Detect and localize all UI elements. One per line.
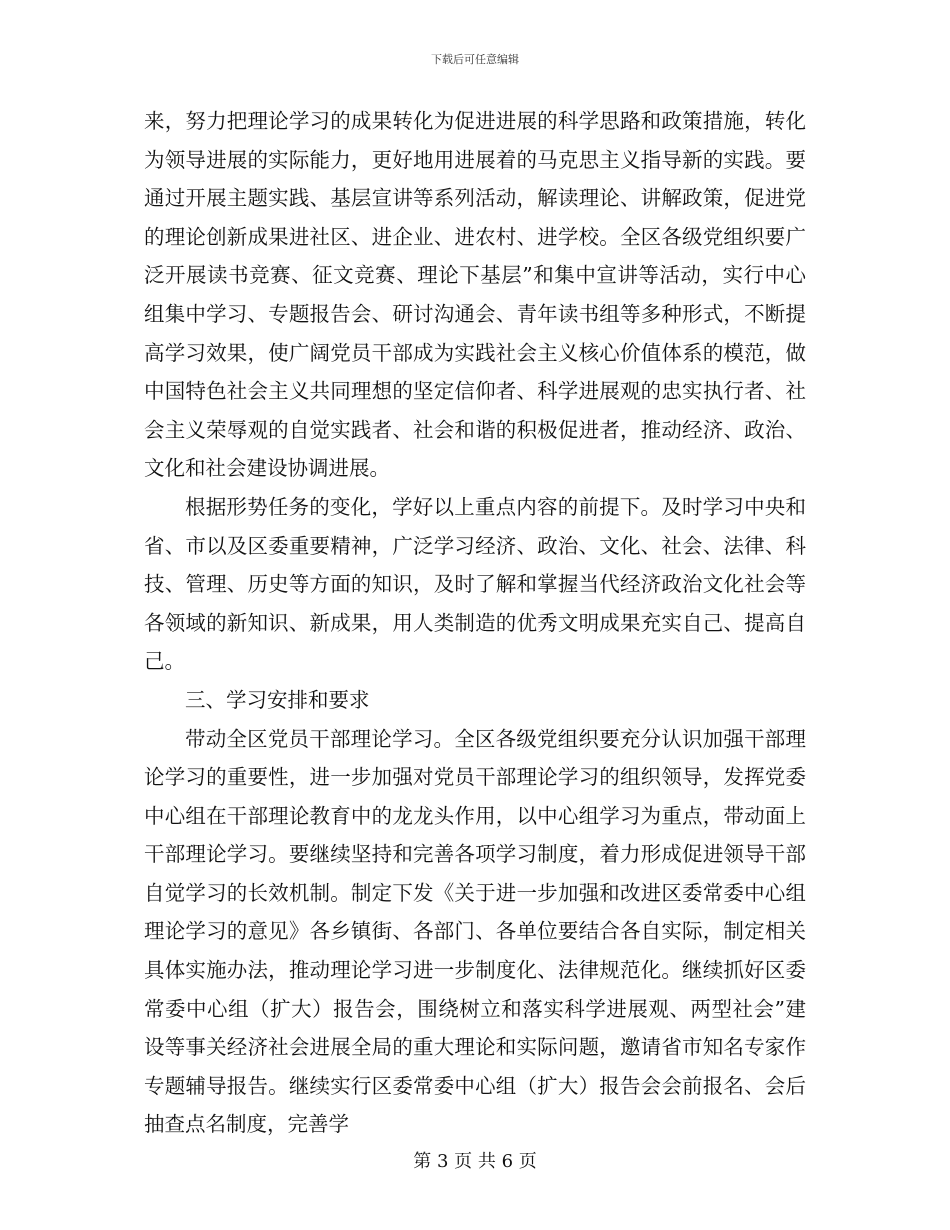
paragraph-study-content: 根据形势任务的变化，学好以上重点内容的前提下。及时学习中央和省、市以及区委重要精神，广泛学习经济、政治、文化、社会、法律、科技、管理、历史等方面的知识，及时了解和掌握当代经济政治文化社会等各领域的新知识、新成果，用人类制造的优秀文明成果充实自己、提高自己。 (144, 494, 806, 674)
section-heading: 三、学习安排和要求 (185, 687, 370, 712)
document-body (144, 102, 806, 1144)
page-number: 第 3 页 共 6 页 (413, 1151, 537, 1172)
page-header-note: 下载后可任意编辑 (431, 53, 519, 66)
paragraph-continuation: 来，努力把理论学习的成果转化为促进进展的科学思路和政策措施，转化为领导进展的实际能力，更好地用进展着的马克思主义指导新的实践。要通过开展主题实践、基层宣讲等系列活动，解读理论、讲解政策，促进党的理论创新成果进社区、进企业、进农村、进学校。全区各级党组织要广泛开展读书竞赛、征文竞赛、理论下基层”和集中宣讲等活动，实行中心组集中学习、专题报告会、研讨沟通会、青年读书组等多种形式，不断提高学习效果，使广阔党员干部成为实践社会主义核心价值体系的模范，做中国特色社会主义共同理想的坚定信仰者、科学进展观的忠实执行者、社会主义荣辱观的自觉实践者、社会和谐的积极促进者，推动经济、政治、文化和社会建设协调进展。 (144, 109, 806, 481)
paragraph-study-arrangement: 带动全区党员干部理论学习。全区各级党组织要充分认识加强干部理论学习的重要性，进一步加强对党员干部理论学习的组织领导，发挥党委中心组在干部理论教育中的龙龙头作用，以中心组学习为重点，带动面上干部理论学习。要继续坚持和完善各项学习制度，着力形成促进领导干部自觉学习的长效机制。制定下发《关于进一步加强和改进区委常委中心组理论学习的意见》各乡镇街、各部门、各单位要结合各自实际，制定相关具体实施办法，推动理论学习进一步制度化、法律规范化。继续抓好区委常委中心组（扩大）报告会，围绕树立和落实科学进展观、两型社会”建设等事关经济社会进展全局的重大理论和实际问题，邀请省市知名专家作专题辅导报告。继续实行区委常委中心组（扩大）报告会会前报名、会后抽查点名制度，完善学 (144, 726, 806, 1137)
